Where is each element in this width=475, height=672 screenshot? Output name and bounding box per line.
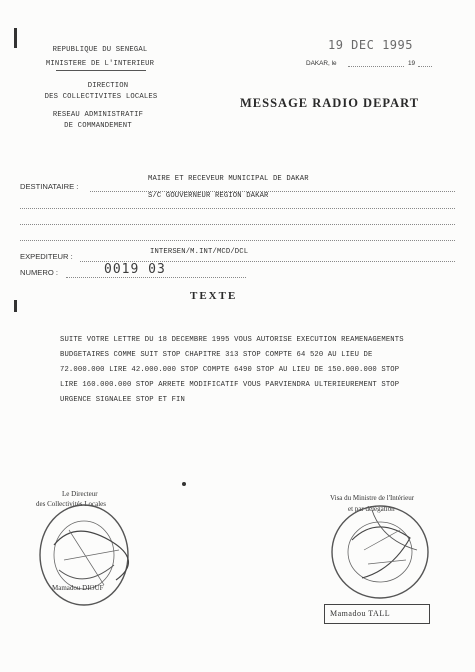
date-dotted-line <box>348 66 404 67</box>
expediteur-label: EXPEDITEUR : <box>20 252 73 261</box>
signature-right-title2: et par délégation <box>348 505 395 513</box>
destinataire-line1: MAIRE ET RECEVEUR MUNICIPAL DE DAKAR <box>148 175 309 183</box>
header-rule <box>56 70 146 71</box>
signature-left-title2: des Collectivités Locales <box>36 500 106 508</box>
body-line-3: 72.000.000 LIRE 42.000.000 STOP COMPTE 6490 STOP AU LIEU DE 150.000.000 STOP <box>60 366 400 374</box>
header-republic: REPUBLIQUE DU SENEGAL <box>52 46 148 54</box>
signature-left-title: Le Directeur <box>62 490 98 498</box>
year-suffix: 19 <box>408 60 416 67</box>
header-commandement: DE COMMANDEMENT <box>64 122 132 130</box>
message-title: MESSAGE RADIO DEPART <box>240 96 420 110</box>
body-line-5: URGENCE SIGNALEE STOP ET FIN <box>60 396 185 404</box>
year-dotted-line <box>418 66 432 67</box>
date-stamp: 19 DEC 1995 <box>328 38 413 52</box>
header-direction: DIRECTION <box>87 82 129 90</box>
numero-dotted-line <box>66 277 246 278</box>
body-line-4: LIRE 160.000.000 STOP ARRETE MODIFICATIF VOUS PARVIENDRA ULTERIEUREMENT STOP <box>60 381 400 389</box>
texte-heading: TEXTE <box>190 290 238 302</box>
destinataire-line2: S/C GOUVERNEUR REGION DAKAR <box>148 192 269 200</box>
header-ministry: MINISTERE DE L'INTERIEUR <box>45 60 155 68</box>
body-line-1: SUITE VOTRE LETTRE DU 18 DECEMBRE 1995 VOUS AUTORISE EXECUTION REAMENAGEMENTS <box>60 336 404 344</box>
numero-label: NUMERO : <box>20 268 58 277</box>
place-line: DAKAR, le <box>306 60 337 67</box>
destinataire-dotted-line <box>20 224 455 225</box>
official-seal-left <box>34 500 134 610</box>
body-line-2: BUDGETAIRES COMME SUIT STOP CHAPITRE 313 STOP COMPTE 64 520 AU LIEU DE <box>60 351 373 359</box>
header-reseau: RESEAU ADMINISTRATIF <box>52 111 144 119</box>
expediteur-value: INTERSEN/M.INT/MCD/DCL <box>150 248 249 256</box>
official-seal-right <box>322 500 438 610</box>
numero-value: 0019 03 <box>104 262 166 277</box>
signature-right-name: Mamadou TALL <box>330 609 391 618</box>
destinataire-dotted-line <box>20 240 455 241</box>
binder-mark <box>14 28 17 48</box>
signature-left-name: Mamadou DIOUF <box>52 584 104 592</box>
header-collectivites: DES COLLECTIVITES LOCALES <box>44 93 158 101</box>
binder-mark <box>14 300 17 312</box>
destinataire-label: DESTINATAIRE : <box>20 182 79 191</box>
ink-dot <box>182 482 186 486</box>
destinataire-dotted-line <box>20 208 455 209</box>
signature-right-title: Visa du Ministre de l'Intérieur <box>330 494 415 502</box>
destinataire-dotted-line <box>90 191 455 192</box>
